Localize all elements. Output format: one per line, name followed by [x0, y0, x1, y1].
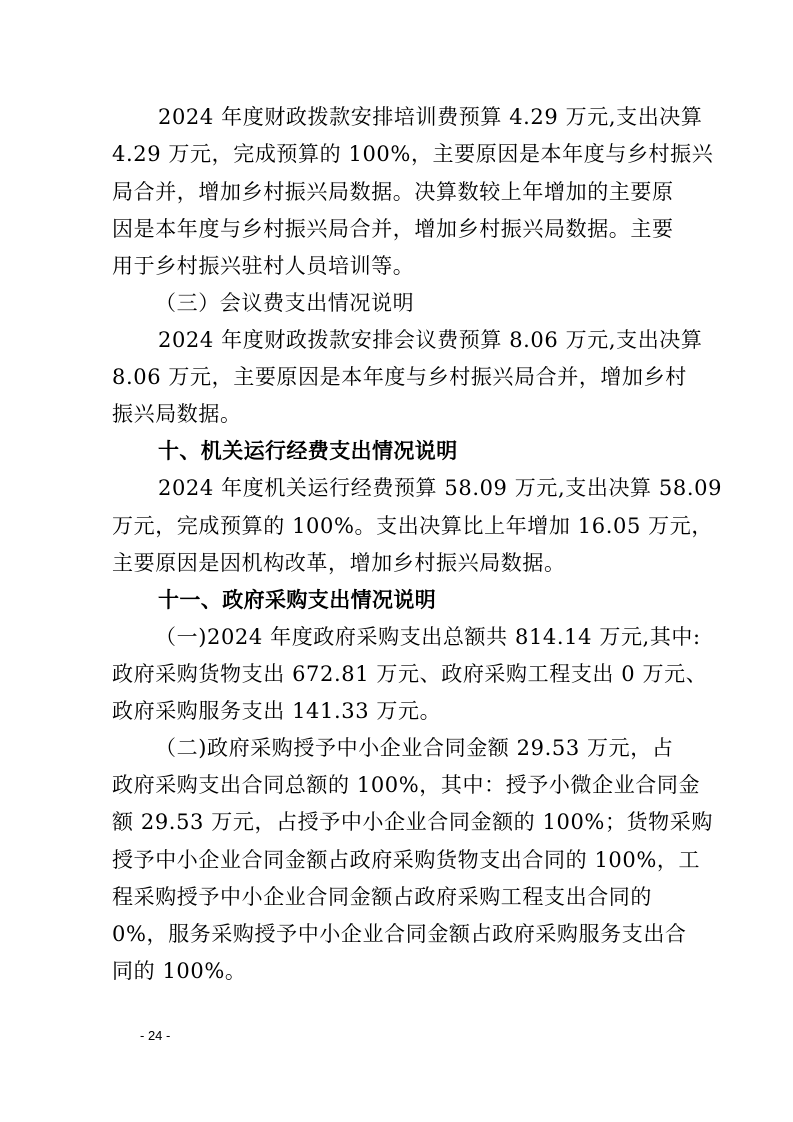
paragraph-line: 政府采购货物支出 672.81 万元、政府采购工程支出 0 万元、: [112, 662, 708, 686]
paragraph-line: 程采购授予中小企业合同金额占政府采购工程支出合同的: [112, 885, 652, 909]
section-heading-operating-expenses: 十、机关运行经费支出情况说明: [158, 439, 458, 463]
paragraph-line: 4.29 万元，完成预算的 100%，主要原因是本年度与乡村振兴: [112, 142, 714, 166]
paragraph-line: 振兴局数据。: [112, 402, 242, 426]
paragraph-line: 主要原因是因机构改革，增加乡村振兴局数据。: [112, 551, 566, 575]
paragraph-line: 2024 年度财政拨款安排会议费预算 8.06 万元,支出决算: [158, 328, 703, 352]
paragraph-line: （二)政府采购授予中小企业合同金额 29.53 万元，占: [155, 736, 674, 760]
paragraph-line: 2024 年度财政拨款安排培训费预算 4.29 万元,支出决算: [158, 105, 703, 129]
paragraph-line: 授予中小企业合同金额占政府采购货物支出合同的 100%，工: [112, 848, 701, 872]
paragraph-line: 0%，服务采购授予中小企业合同金额占政府采购服务支出合: [112, 922, 687, 946]
paragraph-line: 因是本年度与乡村振兴局合并，增加乡村振兴局数据。主要: [112, 217, 674, 241]
paragraph-line: 用于乡村振兴驻村人员培训等。: [112, 254, 415, 278]
paragraph-line: 万元，完成预算的 100%。支出决算比上年增加 16.05 万元，: [112, 514, 713, 538]
section-heading-meeting-fees: （三）会议费支出情况说明: [155, 291, 415, 315]
paragraph-line: 政府采购服务支出 141.33 万元。: [112, 699, 442, 723]
paragraph-line: 政府采购支出合同总额的 100%，其中：授予小微企业合同金: [112, 773, 701, 797]
paragraph-line: 额 29.53 万元，占授予中小企业合同金额的 100%；货物采购: [112, 810, 713, 834]
paragraph-line: 局合并，增加乡村振兴局数据。决算数较上年增加的主要原: [112, 180, 674, 204]
paragraph-line: 2024 年度机关运行经费预算 58.09 万元,支出决算 58.09: [158, 476, 723, 500]
section-heading-government-procurement: 十一、政府采购支出情况说明: [158, 588, 437, 612]
paragraph-line: （一)2024 年度政府采购支出总额共 814.14 万元,其中:: [155, 625, 701, 649]
page-number: - 24 -: [140, 1028, 171, 1043]
paragraph-line: 同的 100%。: [112, 959, 247, 983]
paragraph-line: 8.06 万元，主要原因是本年度与乡村振兴局合并，增加乡村: [112, 365, 687, 389]
